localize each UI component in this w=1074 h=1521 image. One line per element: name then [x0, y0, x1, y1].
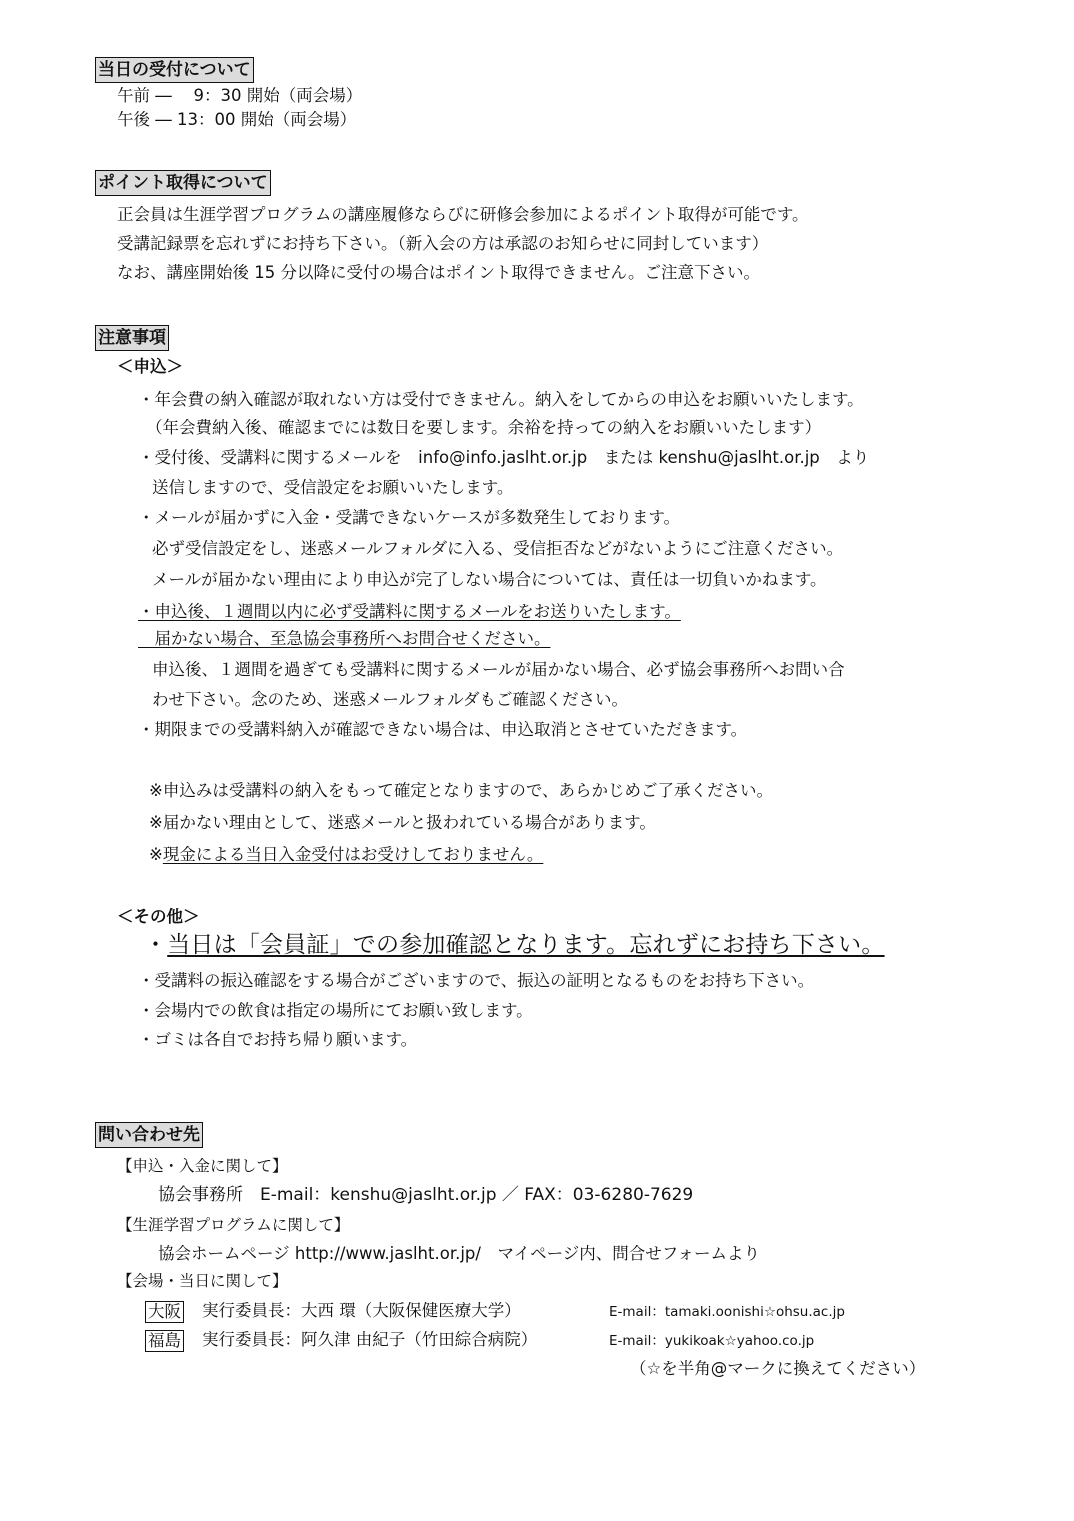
- contact-note: （☆を半角@マークに換えてください）: [630, 1359, 926, 1378]
- venue-fukushima-person: 実行委員長：阿久津 由紀子（竹田綜合病院）: [202, 1330, 538, 1349]
- other-subheading: ＜その他＞: [117, 907, 200, 926]
- remark-3-prefix: ※: [149, 845, 163, 864]
- application-subheading: ＜申込＞: [117, 357, 183, 376]
- application-line-1: ・年会費の納入確認が取れない方は受付できません。納入をしてからの申込をお願いいたします。: [138, 390, 864, 409]
- venue-fukushima-email: E-mail：yukikoak☆yahoo.co.jp: [609, 1333, 815, 1349]
- application-line-10: 申込後、１週間を過ぎても受講料に関するメールが届かない場合、必ず協会事務所へお問い合: [152, 660, 845, 679]
- reception-heading: 当日の受付について: [95, 57, 254, 83]
- application-line-7: メールが届かない理由により申込が完了しない場合については、責任は一切負いかねます。: [152, 570, 827, 589]
- application-line-8: ・申込後、１週間以内に必ず受講料に関するメールをお送りいたします。: [138, 602, 681, 621]
- application-line-5: ・メールが届かずに入金・受講できないケースが多数発生しております。: [138, 508, 681, 527]
- application-line-3: ・受付後、受講料に関するメールを info@info.jaslht.or.jp または kenshu@jaslht.or.jp より: [138, 448, 870, 467]
- reception-afternoon: 午後 ― 13：00 開始（両会場）: [117, 110, 357, 129]
- other-line-2: ・会場内での飲食は指定の場所にてお願い致します。: [138, 1001, 533, 1020]
- application-remark-2: ※届かない理由として、迷惑メールと扱われている場合があります。: [149, 813, 656, 832]
- reception-morning: 午前 ― 9：30 開始（両会場）: [117, 86, 363, 105]
- application-line-2: （年会費納入後、確認までには数日を要します。余裕を持っての納入をお願いいたします）: [146, 418, 822, 437]
- points-line-3: なお、講座開始後 15 分以降に受付の場合はポイント取得できません。ご注意下さい。: [117, 263, 760, 282]
- contact-heading: 問い合わせ先: [95, 1122, 203, 1148]
- contact-program-detail: 協会ホームページ http://www.jaslht.or.jp/ マイページ内、問合せフォームより: [158, 1244, 760, 1263]
- points-line-1: 正会員は生涯学習プログラムの講座履修ならびに研修会参加によるポイント取得が可能です。: [117, 205, 809, 224]
- venue-fukushima-tag: 福島: [145, 1330, 184, 1352]
- venue-osaka-email: E-mail：tamaki.oonishi☆ohsu.ac.jp: [609, 1304, 845, 1320]
- contact-apply-label: 【申込・入金に関して】: [117, 1157, 288, 1175]
- important-text: 当日は「会員証」での参加確認となります。忘れずにお持ち下さい。: [167, 932, 885, 958]
- application-line-11: わせ下さい。念のため、迷惑メールフォルダもご確認ください。: [152, 690, 629, 709]
- important-bullet: ・: [144, 932, 168, 958]
- notes-heading: 注意事項: [95, 325, 169, 351]
- application-line-9: 届かない場合、至急協会事務所へお問合せください。: [138, 629, 551, 648]
- points-heading: ポイント取得について: [95, 170, 271, 196]
- application-line-4: 送信しますので、受信設定をお願いいたします。: [152, 478, 514, 497]
- contact-apply-detail: 協会事務所 E-mail：kenshu@jaslht.or.jp ／ FAX：03-6280-7629: [158, 1185, 694, 1205]
- other-line-1: ・受講料の振込確認をする場合がございますので、振込の証明となるものをお持ち下さい。: [138, 971, 815, 990]
- other-line-3: ・ゴミは各自でお持ち帰り願います。: [138, 1030, 418, 1049]
- remark-3-underlined: 現金による当日入金受付はお受けしておりません。: [162, 845, 544, 864]
- application-remark-3: [149, 847, 543, 864]
- contact-program-label: 【生涯学習プログラムに関して】: [117, 1216, 350, 1234]
- venue-osaka-person: 実行委員長：大西 環（大阪保健医療大学）: [202, 1301, 521, 1320]
- application-remark-1: ※申込みは受講料の納入をもって確定となりますので、あらかじめご了承ください。: [149, 781, 773, 800]
- contact-venue-label: 【会場・当日に関して】: [117, 1272, 288, 1290]
- other-important-line: [144, 934, 885, 957]
- points-line-2: 受講記録票を忘れずにお持ち下さい。（新入会の方は承認のお知らせに同封しています）: [117, 234, 769, 253]
- venue-osaka-tag: 大阪: [145, 1301, 184, 1323]
- application-line-12: ・期限までの受講料納入が確認できない場合は、申込取消とさせていただきます。: [138, 720, 748, 739]
- application-line-6: 必ず受信設定をし、迷惑メールフォルダに入る、受信拒否などがないようにご注意ください。: [152, 539, 844, 558]
